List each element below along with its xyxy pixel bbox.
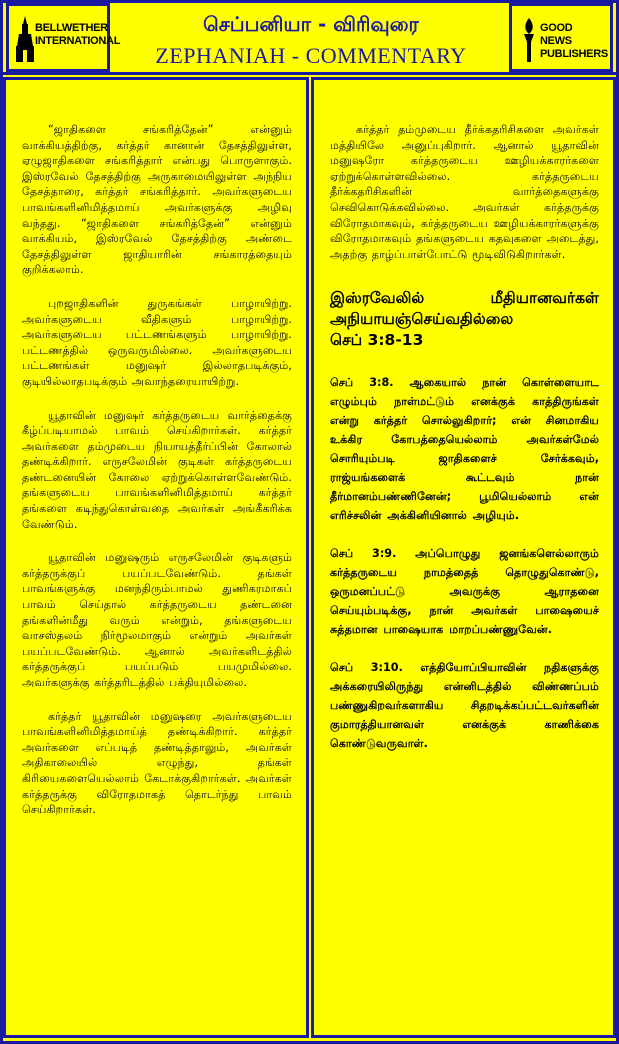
bellwether-logo-text: BELLWETHER INTERNATIONAL — [35, 22, 121, 47]
title-english: ZEPHANIAH - COMMENTARY — [155, 43, 467, 68]
section-heading — [330, 288, 599, 351]
verse-3-8: செப் 3:8. ஆகையால் நான் கொள்ளையாட எழும்பும் நாள்மட்டும் எனக்குக் காத்திருங்கள் என்று கர்த்தர் சொல்லுகிறார்; என் சினமாகிய உக்கிர கோபத்தையெல்லாம் அவர்கள்மேல் சொரியும்படி ஜாதிகளைச் சேர்க்கவும், ராஜ்யங்களைக் கூட்டவும் நான் தீர்மானம்பண்ணினேன்; பூமியெல்லாம் என் எரிச்சலின் அக்கினியினால் அழியும். — [330, 376, 599, 523]
bellwether-logo — [6, 3, 121, 72]
section-heading-line-3: செப் 3:8-13 — [330, 331, 424, 350]
header — [3, 3, 616, 75]
left-column — [3, 77, 309, 1038]
torch-icon — [520, 18, 538, 62]
commentary-paragraph-6: கர்த்தர் தம்முடைய தீர்க்கதரிசிகளை அவர்கள் மத்தியிலே அனுப்புகிறார். ஆனால் யூதாவின் மனுஷரோ கர்த்தருடைய ஊழியக்காரர்களை ஏற்றுக்கொள்ளவில்லை. கர்த்தருடைய தீர்க்கதரிசிகளின் வார்த்தைகளுக்கு செவிகொடுக்கவில்லை. அவர்கள் கர்த்தருக்கு விரோதமாகவும், கர்த்தருடைய ஊழியக்காரர்களுக்கு விரோதமாகவும் தங்களுடைய கதவுகளை அடைத்து, அதற்கு தாழ்ப்பாள்போட்டு மூடிவிடுகிறார்கள். — [330, 123, 599, 261]
commentary-paragraph-5: கர்த்தர் யூதாவின் மனுஷரை அவர்களுடைய பாவங்களினிமித்தமாய்த் தண்டிக்கிறார். கர்த்தர் அவர்களை எப்படித் தண்டித்தாலும், அவர்கள் அதிகாலையில் எழுந்து, தங்கள் கிரியைகளையெல்லாம் கேடாக்குகிறார்கள். அவர்கள் கர்த்தருக்கு விரோதமாகத் தொடர்ந்து பாவம் செய்கிறார்கள். — [22, 709, 292, 817]
commentary-paragraph-2: புறஜாதிகளின் துருகங்கள் பாழாயிற்று. அவர்களுடைய வீதிகளும் பாழாயிற்று. அவர்களுடைய பட்டணங்களும் பாழாயிற்று. பட்டணத்தில் ஒருவருமில்லை. அவர்களுடைய பட்டணங்கள் மனுஷர் இல்லாதபடிக்கும், குடியில்லாதபடிக்கும் அவாந்தரையாயிற்று. — [22, 296, 292, 388]
title-tamil: செப்பனியா - விரிவுரை — [203, 12, 419, 36]
section-heading-line-2: அநியாயஞ்செய்வதில்லை — [330, 310, 514, 329]
verse-3-10: செப் 3:10. எத்தியோப்பியாவின் நதிகளுக்கு அக்கரையிலிருந்து என்னிடத்தில் விண்ணப்பம் பண்ணுகிறவர்களாகிய சிதறடிக்கப்பட்டவர்களின் குமாரத்தியானவள் எனக்குக் காணிக்கை கொண்டுவருவாள். — [330, 661, 599, 751]
good-news-logo-text: GOOD NEWS PUBLISHERS — [540, 22, 608, 60]
commentary-paragraph-1: “ஜாதிகளை சங்கரித்தேன்” என்னும் வாக்கியத்திற்கு, கர்த்தர் கானான் தேசத்திலுள்ள, ஏழுஜாதிகளை சங்கரித்தார் என்பது பொருளாகும். இஸ்ரவேல் தேசத்திற்கு அருகாமையிலுள்ள அந்நிய தேசத்தாரை, கர்த்தர் சங்கரித்தார். அவர்களுடைய பாவங்களினிமித்தமாய் அவர்களுக்கு அழிவு வந்தது. “ஜாதிகளை சங்கரித்தேன்” என்னும் வாக்கியம், இஸ்ரவேல் தேசத்திற்கு அண்டை தேசத்திலுள்ள ஜாதியாரின் சங்காரத்தையும் குறிக்கலாம். — [22, 123, 292, 277]
commentary-paragraph-4: யூதாவின் மனுஷரும் எருசலேமின் குடிகளும் கர்த்தருக்குப் பயப்படவேண்டும். தங்கள் பாவங்களுக்கு மனந்திரும்பாமல் துணிகரமாகப் பாவம் செய்தால் கர்த்தருடைய தண்டனை தங்களின்மீது வரும் என்றும், தங்களுடைய வாசஸ்தலம் நிர்மூலமாகும் என்றும் அவர்கள் பயப்படவேண்டும். ஆனால் அவர்களிடத்தில் கர்த்தருக்குப் பயப்படும் பயமுமில்லை. அவர்களுக்கு கர்த்தரிடத்தில் பக்தியுமில்லை. — [22, 551, 292, 689]
good-news-logo — [509, 3, 613, 72]
commentary-paragraph-3: யூதாவின் மனுஷர் கர்த்தருடைய வார்த்தைக்கு கீழ்ப்படியாமல் பாவம் செய்கிறார்கள். கர்த்தர் அவர்களை தம்முடைய நியாயத்தீர்ப்பின் கோலால் தண்டிக்கிறார். எருசலேமின் குடிகள் கர்த்தருடைய தண்டனையின் கோலை ஏற்றுக்கொள்ளவேண்டும். தங்களுடைய பாவங்களினிமித்தமாய் கர்த்தர் தங்களை கடிந்துகொள்வதை அவர்கள் அங்கீகரிக்க வேண்டும். — [22, 408, 292, 531]
verse-3-9: செப் 3:9. அப்பொழுது ஜனங்களெல்லாரும் கர்த்தருடைய நாமத்தைத் தொழுதுகொண்டு, ஒருமனப்பட்டு அவருக்கு ஆராதனை செய்யும்படிக்கு, நான் அவர்கள் பாஷையைச் சுத்தமான பாஷையாக மாறப்பண்ணுவேன். — [330, 547, 599, 637]
bell-tower-icon — [15, 16, 35, 62]
right-column — [311, 77, 616, 1038]
section-heading-line-1: இஸ்ரவேலில் மீதியானவர்கள் — [330, 289, 599, 308]
title-area — [113, 3, 509, 72]
